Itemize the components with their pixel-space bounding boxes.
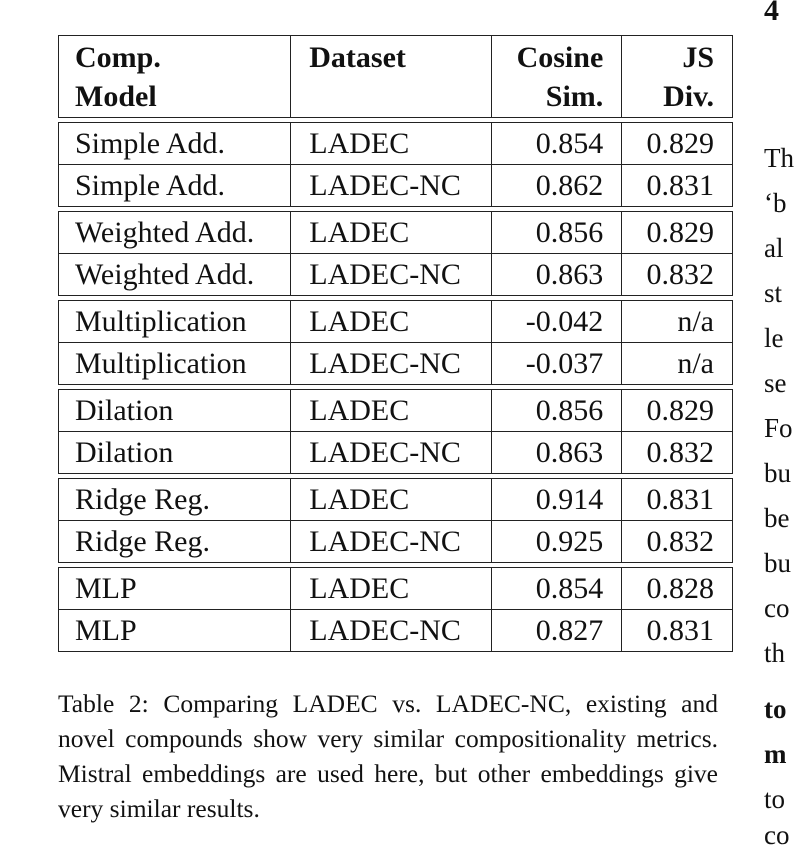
cosine-cell: 0.856: [492, 212, 623, 253]
dataset-cell: LADEC: [291, 123, 491, 164]
adjacent-column-fragment: le: [764, 323, 784, 353]
table-row: [59, 342, 732, 384]
header-cell: [492, 36, 623, 117]
cosine-cell: 0.863: [492, 432, 623, 473]
header-cell: [59, 36, 291, 117]
model-cell: Ridge Reg.: [59, 521, 291, 562]
model-cell: Simple Add.: [59, 123, 291, 164]
cosine-cell: 0.862: [492, 165, 623, 206]
model-cell: Weighted Add.: [59, 254, 291, 295]
adjacent-column-fragment: al: [764, 233, 784, 263]
table-row: [59, 609, 732, 651]
header-text: Model: [75, 80, 157, 113]
js-cell: 0.831: [646, 613, 714, 647]
header-row: [59, 36, 732, 117]
cosine-cell: 0.854: [492, 568, 623, 609]
cosine-cell: -0.042: [492, 301, 623, 342]
cosine-cell: 0.863: [492, 254, 623, 295]
js-cell: 0.829: [646, 393, 714, 427]
header-cell: [622, 36, 732, 117]
cosine-cell: 0.925: [492, 521, 623, 562]
table-group: [58, 211, 733, 296]
adjacent-column-fragment: st: [764, 278, 783, 308]
dataset-cell: LADEC-NC: [291, 254, 491, 295]
table-group: [58, 122, 733, 207]
adjacent-column-fragment: bu: [764, 548, 791, 578]
header-cell: [291, 36, 491, 117]
dataset-cell: LADEC-NC: [291, 165, 491, 206]
model-cell: Multiplication: [59, 343, 291, 384]
adjacent-column-fragment: co: [764, 593, 790, 623]
js-cell: n/a: [677, 304, 714, 338]
model-cell: MLP: [59, 568, 291, 609]
model-cell: Dilation: [59, 390, 291, 431]
js-cell: 0.831: [646, 482, 714, 516]
dataset-cell: LADEC-NC: [291, 432, 491, 473]
dataset-cell: LADEC: [291, 568, 491, 609]
table-row: [59, 212, 732, 253]
adjacent-column-fragment: m: [764, 739, 787, 769]
cosine-cell: 0.854: [492, 123, 623, 164]
cosine-cell: -0.037: [492, 343, 623, 384]
table-group: [58, 300, 733, 385]
dataset-cell: LADEC-NC: [291, 610, 491, 651]
table-row: [59, 164, 732, 206]
adjacent-column-fragment: th: [764, 638, 786, 668]
table-row: [59, 253, 732, 295]
table-group: [58, 478, 733, 563]
model-cell: Weighted Add.: [59, 212, 291, 253]
model-cell: Simple Add.: [59, 165, 291, 206]
adjacent-column-fragment: to: [764, 694, 787, 724]
model-cell: Multiplication: [59, 301, 291, 342]
header-text: JS: [682, 41, 714, 74]
js-cell: 0.832: [646, 257, 714, 291]
header-text: Sim.: [545, 80, 604, 113]
dataset-cell: LADEC: [291, 301, 491, 342]
header-text: Comp.: [75, 41, 161, 74]
adjacent-column-fragment: Th: [764, 143, 794, 173]
cosine-cell: 0.856: [492, 390, 623, 431]
table-row: [59, 520, 732, 562]
model-cell: Ridge Reg.: [59, 479, 291, 520]
header-text: Div.: [663, 80, 714, 113]
cosine-cell: 0.914: [492, 479, 623, 520]
dataset-cell: LADEC: [291, 212, 491, 253]
model-cell: Dilation: [59, 432, 291, 473]
dataset-cell: LADEC-NC: [291, 343, 491, 384]
section-heading-fragment: 4: [764, 0, 779, 27]
table-row: [59, 431, 732, 473]
table-caption: Table 2: Comparing LADEC vs. LADEC-NC, existing and novel compounds show very similar compositionality metrics. Mistral embeddings are used here, but other embeddings give very similar results.: [58, 689, 718, 823]
cosine-cell: 0.827: [492, 610, 623, 651]
adjacent-column-fragment: bu: [764, 458, 791, 488]
adjacent-column-fragment: se: [764, 368, 787, 398]
js-cell: 0.831: [646, 168, 714, 202]
table-group: [58, 389, 733, 474]
table-row: [59, 390, 732, 431]
js-cell: 0.829: [646, 215, 714, 249]
js-cell: n/a: [677, 346, 714, 380]
table-row: [59, 301, 732, 342]
table-row: [59, 479, 732, 520]
adjacent-column-fragment: be: [764, 503, 790, 533]
dataset-cell: LADEC-NC: [291, 521, 491, 562]
header-text: Dataset: [309, 41, 406, 74]
js-cell: 0.829: [646, 126, 714, 160]
table-header: [58, 35, 733, 118]
table-row: [59, 123, 732, 164]
table-group: [58, 567, 733, 652]
dataset-cell: LADEC: [291, 390, 491, 431]
adjacent-column-fragment: to: [764, 784, 786, 814]
adjacent-column-fragment: co: [764, 820, 790, 850]
header-text: Cosine: [516, 41, 604, 74]
model-cell: MLP: [59, 610, 291, 651]
table-row: [59, 568, 732, 609]
adjacent-column-fragment: ‘b: [764, 188, 787, 218]
adjacent-column-fragment: Fo: [764, 413, 793, 443]
js-cell: 0.832: [646, 435, 714, 469]
dataset-cell: LADEC: [291, 479, 491, 520]
results-table: [58, 35, 733, 656]
js-cell: 0.832: [646, 524, 714, 558]
js-cell: 0.828: [646, 571, 714, 605]
